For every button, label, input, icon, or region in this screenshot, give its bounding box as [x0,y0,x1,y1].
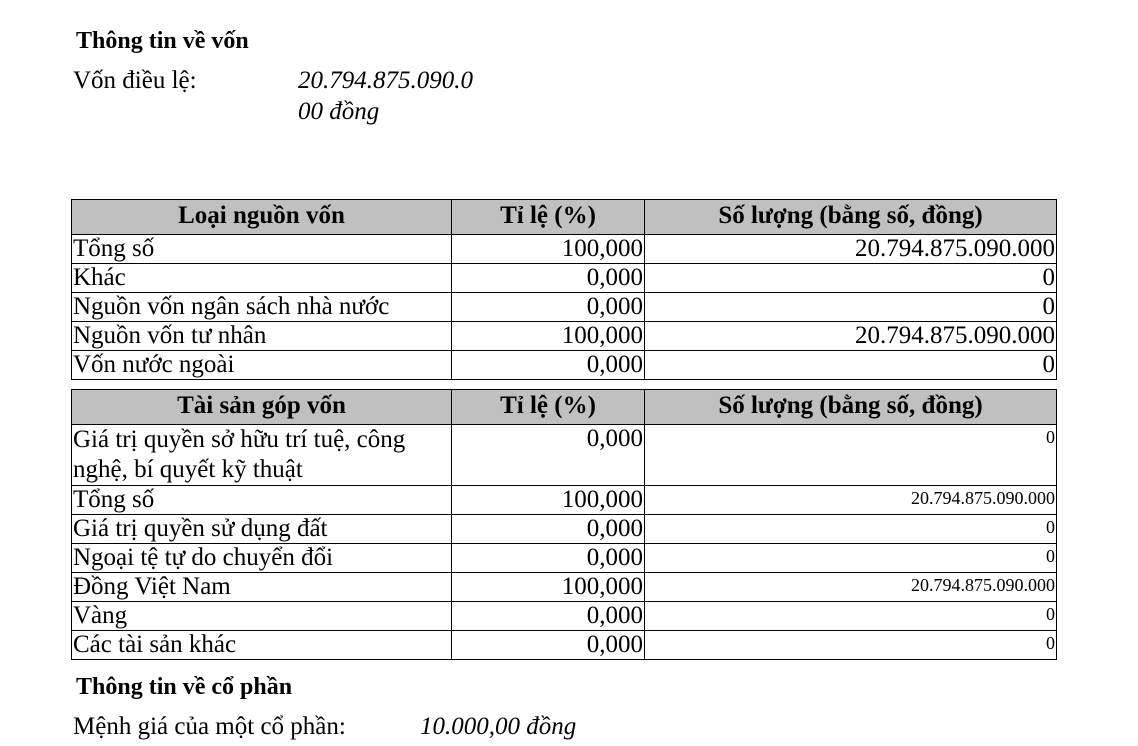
charter-capital-label: Vốn điều lệ: [73,67,197,94]
row-amount: 0 [645,631,1057,660]
row-name: Nguồn vốn ngân sách nhà nước [72,293,452,322]
table-row [72,235,1057,264]
par-value: 10.000,00 đồng [420,713,577,740]
table-header-row [72,390,1057,425]
row-name: Vàng [72,602,452,631]
header-ratio: Tỉ lệ (%) [452,390,645,425]
row-ratio: 0,000 [452,631,645,660]
table-row [72,515,1057,544]
row-ratio: 100,000 [452,235,645,264]
row-name: Vốn nước ngoài [72,351,452,380]
par-value-label: Mệnh giá của một cổ phần: [73,713,346,740]
table-row [72,631,1057,660]
row-name: Nguồn vốn tư nhân [72,322,452,351]
table-row [72,573,1057,602]
row-ratio: 100,000 [452,573,645,602]
header-amount: Số lượng (bằng số, đồng) [645,390,1057,425]
row-ratio: 100,000 [452,322,645,351]
row-name: Giá trị quyền sử dụng đất [72,515,452,544]
capital-info-heading: Thông tin về vốn [76,28,249,54]
row-name: Giá trị quyền sở hữu trí tuệ, công nghệ, bí quyết kỹ thuật [72,425,452,486]
table-row [72,293,1057,322]
contributed-assets-table [71,389,1057,660]
table-row [72,602,1057,631]
table-header-row [72,200,1057,235]
header-ratio: Tỉ lệ (%) [452,200,645,235]
row-amount: 20.794.875.090.000 [645,486,1057,515]
capital-sources-table [71,199,1057,380]
row-ratio: 0,000 [452,293,645,322]
table-row [72,544,1057,573]
row-amount: 0 [645,264,1057,293]
row-name: Khác [72,264,452,293]
row-ratio: 0,000 [452,425,645,486]
row-amount: 0 [645,351,1057,380]
row-ratio: 0,000 [452,264,645,293]
row-amount: 0 [645,602,1057,631]
table-row [72,425,1057,486]
row-name: Đồng Việt Nam [72,573,452,602]
row-amount: 20.794.875.090.000 [645,235,1057,264]
row-amount: 0 [645,293,1057,322]
charter-capital-value-line2: 00 đồng [298,98,380,125]
row-amount: 20.794.875.090.000 [645,573,1057,602]
table-row [72,264,1057,293]
row-name: Ngoại tệ tự do chuyển đổi [72,544,452,573]
row-amount: 0 [645,544,1057,573]
row-ratio: 0,000 [452,602,645,631]
row-ratio: 0,000 [452,515,645,544]
row-ratio: 0,000 [452,544,645,573]
share-info-heading: Thông tin về cổ phần [76,674,293,700]
row-ratio: 100,000 [452,486,645,515]
row-amount: 0 [645,425,1057,486]
charter-capital-value-line1: 20.794.875.090.0 [298,67,473,94]
header-source-type: Loại nguồn vốn [72,200,452,235]
table-row [72,322,1057,351]
row-name: Tổng số [72,486,452,515]
table-row [72,486,1057,515]
header-amount: Số lượng (bằng số, đồng) [645,200,1057,235]
row-ratio: 0,000 [452,351,645,380]
row-amount: 20.794.875.090.000 [645,322,1057,351]
row-name: Tổng số [72,235,452,264]
header-asset-type: Tài sản góp vốn [72,390,452,425]
row-amount: 0 [645,515,1057,544]
table-row [72,351,1057,380]
row-name: Các tài sản khác [72,631,452,660]
